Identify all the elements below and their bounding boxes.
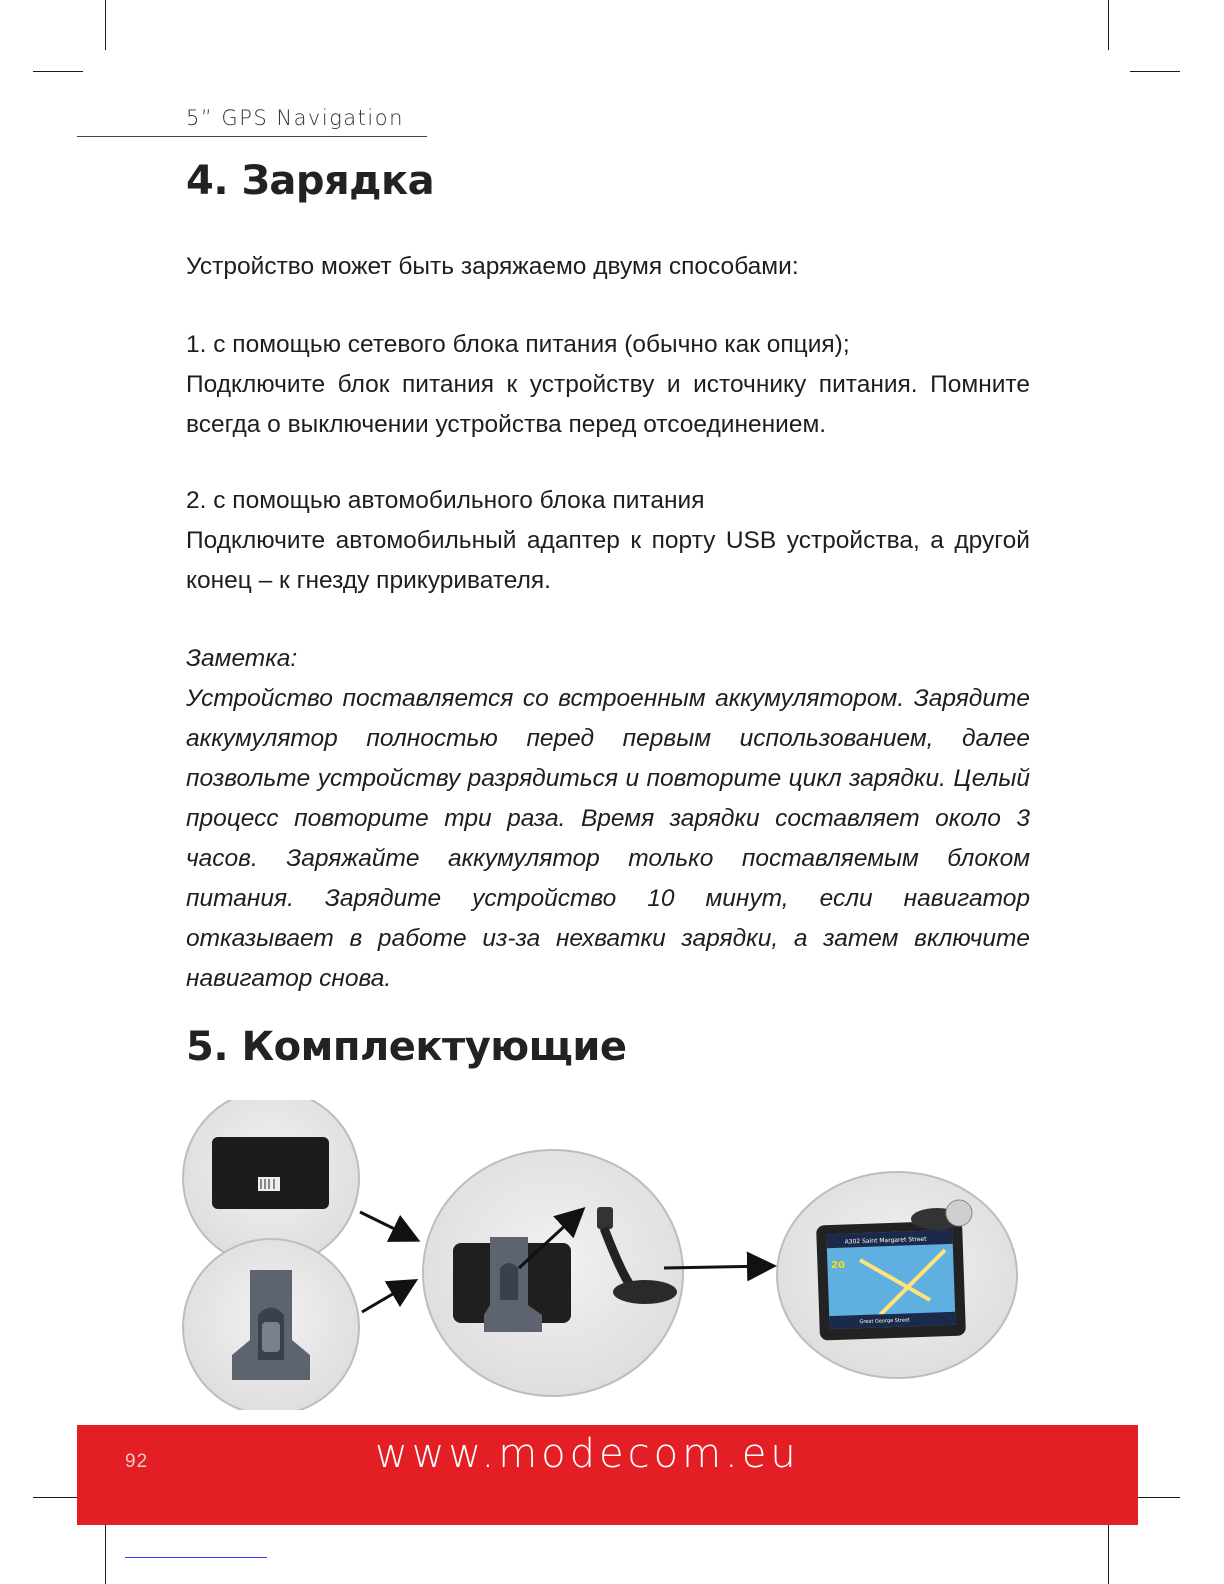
intro-text: Устройство может быть заряжаемо двумя способами: xyxy=(186,253,799,280)
note-label: Заметка: xyxy=(186,645,298,672)
device-with-holder-image xyxy=(423,1150,683,1396)
crop-mark xyxy=(1108,0,1109,50)
page-number: 92 xyxy=(125,1451,149,1472)
section-4-heading: 4. Зарядка xyxy=(186,158,435,204)
footer-bar xyxy=(77,1425,1138,1525)
accessories-illustration xyxy=(0,1100,1224,1410)
method-2-block xyxy=(186,481,1030,601)
screen-distance-label: 20 xyxy=(831,1260,845,1271)
header-divider xyxy=(77,136,427,137)
method-1-block xyxy=(186,325,1030,445)
screen-bottom-label: Great George Street xyxy=(859,1317,911,1326)
method-1-title: 1. с помощью сетевого блока питания (обычно как опция); xyxy=(186,331,850,358)
decorative-line xyxy=(125,1557,267,1558)
method-2-title: 2. с помощью автомобильного блока питания xyxy=(186,487,705,514)
arrow-icon xyxy=(362,1282,413,1312)
assembled-navigator-image xyxy=(777,1172,1017,1378)
method-1-text: Подключите блок питания к устройству и источнику питания. Помните всегда о выключении устройства перед отсоединением. xyxy=(186,371,1030,438)
crop-mark xyxy=(33,1497,83,1498)
running-header: 5” GPS Navigation xyxy=(186,106,404,130)
footer-url[interactable]: www.modecom.eu xyxy=(375,1431,800,1477)
crop-mark xyxy=(1130,71,1180,72)
mount-bracket-image xyxy=(183,1239,359,1410)
note-block xyxy=(186,639,1030,999)
arrow-icon xyxy=(664,1266,771,1268)
intro-paragraph xyxy=(186,247,1030,287)
crop-mark xyxy=(105,1520,106,1584)
crop-mark xyxy=(1108,1520,1109,1584)
arrow-icon xyxy=(360,1212,415,1239)
method-2-text: Подключите автомобильный адаптер к порту USB устройства, а другой конец – к гнезду прикуривателя. xyxy=(186,527,1030,594)
crop-mark xyxy=(105,0,106,50)
section-5-heading: 5. Комплектующие xyxy=(186,1024,627,1070)
crop-mark xyxy=(33,71,83,72)
screen-street-label: A302 Saint Margaret Street xyxy=(844,1235,927,1246)
note-text: Устройство поставляется со встроенным аккумулятором. Зарядите аккумулятор полностью перед первым использованием, далее позвольте устройству разрядиться и повторите цикл зарядки. Целый процесс повторите три раза. Время зарядки составляет около 3 часов. Заряжайте аккумулятор только поставляемым блоком питания. Зарядите устройство 10 минут, если навигатор отказывает в работе из-за нехватки зарядки, а затем включите навигатор снова. xyxy=(186,685,1030,992)
